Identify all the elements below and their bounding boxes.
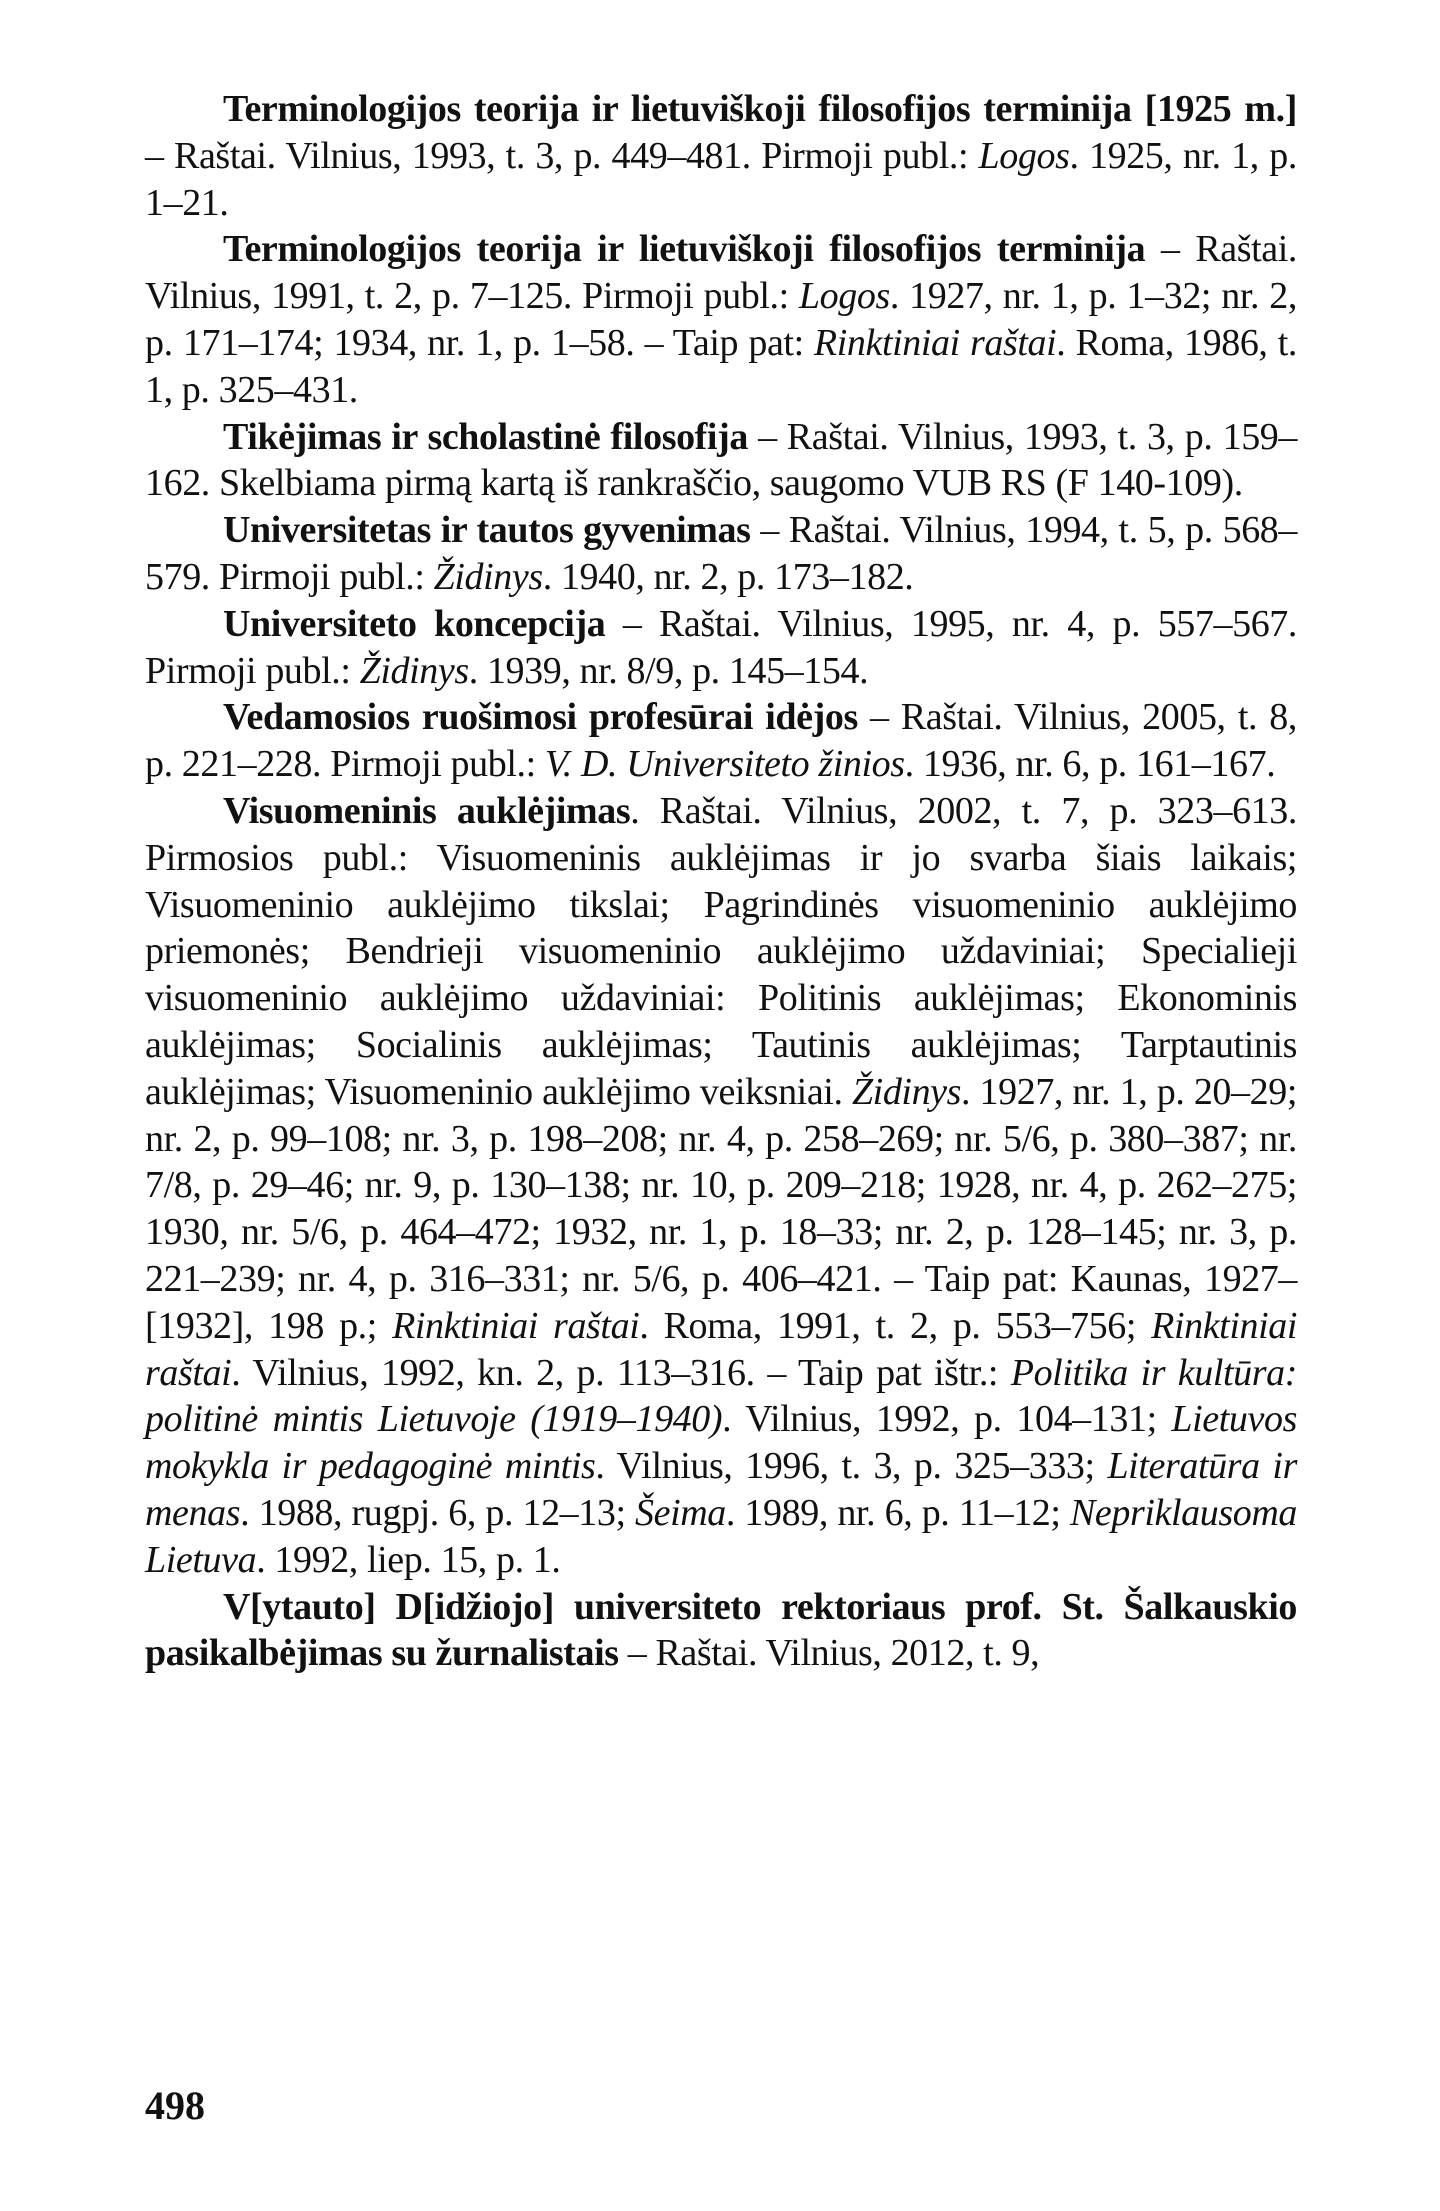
publication-title: Literatūra ir menas [145, 1445, 1297, 1534]
bibliography-entry [145, 1584, 1297, 1678]
entry-title: Terminologijos teorija ir lietuviškoji filosofijos terminija [223, 228, 1146, 271]
citation-text: . 1927, nr. 1, p. 20–29; nr. 2, p. 99–108; nr. 3, p. 198–208; nr. 4, p. 258–269; nr. 5/6, p. 380–387; nr. 7/8, p. 29–46; nr. 9, p. 130–138; nr. 10, p. 209–218; 1928, nr. 4, p. 262–275; 1930, nr. 5/6, p. 464–472; 1932, nr. 1, p. 18–33; nr. 2, p. 128–145; nr. 3, p. 221–239; nr. 4, p. 316–331; nr. 5/6, p. 406–421. – Taip pat: Kaunas, 1927–[1932], 198 p.; [145, 1070, 1297, 1347]
citation-text: – Raštai. Vilnius, 1995, nr. 4, p. 557–567. Pirmoji publ.: [145, 602, 1297, 692]
publication-title: Šeima [635, 1491, 726, 1534]
bibliography-entry [145, 601, 1297, 695]
publication-title: Židinys [851, 1070, 962, 1113]
entry-title: Tikėjimas ir scholastinė filosofija [223, 415, 748, 458]
citation-text: . Vilnius, 1992, kn. 2, p. 113–316. – Taip pat ištr.: [231, 1351, 1011, 1394]
bibliography-entry [145, 507, 1297, 601]
citation-text: . 1925, nr. 1, p. 1–21. [145, 134, 1297, 224]
publication-title: Rinktiniai raštai [392, 1304, 640, 1347]
publication-title: Nepriklausoma Lietuva [145, 1491, 1297, 1581]
publication-title: Rinktiniai raštai [813, 321, 1057, 364]
citation-text: . Roma, 1991, t. 2, p. 553–756; [639, 1304, 1152, 1347]
entry-title: V[ytauto] D[idžiojo] universiteto rektoriaus prof. St. Šalkauskio pasikalbėjimas su žurnalistais [145, 1585, 1297, 1675]
citation-text: . 1927, nr. 1, p. 1–32; nr. 2, p. 171–174; 1934, nr. 1, p. 1–58. – Taip pat: [145, 275, 1297, 364]
publication-title: V. D. Universiteto žinios [544, 743, 905, 786]
entry-title: Terminologijos teorija ir lietuviškoji filosofijos terminija [1925 m.] [223, 88, 1297, 130]
citation-text: . Raštai. Vilnius, 2002, t. 7, p. 323–613. Pirmosios publ.: Visuomeninis auklėjimas ir jo svarba šiais laikais; Visuomeninio auklėjimo tikslai; Pagrindinės visuomeninio auklėjimo priemonės; Bendrieji visuomeninio auklėjimo uždaviniai; Specialieji visuomeninio auklėjimo uždaviniai: Politinis auklėjimas; Ekonominis auklėjimas; Socialinis auklėjimas; Tautinis auklėjimas; Tarptautinis auklėjimas; Visuomeninio auklėjimo veiksniai. [145, 789, 1297, 1113]
bibliography-entry [145, 226, 1297, 413]
citation-text: – Raštai. Vilnius, 1993, t. 3, p. 449–481. Pirmoji publ.: [145, 134, 979, 177]
citation-text: – Raštai. Vilnius, 1994, t. 5, p. 568–579. Pirmoji publ.: [145, 509, 1298, 598]
entry-title: Universiteto koncepcija [223, 602, 606, 645]
bibliography-entry [145, 86, 1297, 226]
entry-title: Universitetas ir tautos gyvenimas [223, 509, 751, 552]
citation-text: . 1936, nr. 6, p. 161–167. [904, 743, 1276, 786]
citation-text: . 1940, nr. 2, p. 173–182. [542, 555, 914, 598]
page-number: 498 [145, 2083, 205, 2128]
bibliography-entry [145, 414, 1297, 508]
bibliography-page [145, 86, 1297, 1677]
citation-text: – Raštai. Vilnius, 2005, t. 8, p. 221–228. Pirmoji publ.: [145, 696, 1297, 786]
entry-title: Visuomeninis auklėjimas [223, 789, 631, 832]
entry-details [145, 790, 1297, 1581]
bibliography-entry [145, 788, 1297, 1584]
citation-text: . Roma, 1986, t. 1, p. 325–431. [145, 321, 1297, 411]
publication-title: Politika ir kultūra: politinė mintis Lietuvoje (1919–1940) [145, 1351, 1297, 1441]
publication-title: Rinktiniai raštai [145, 1304, 1298, 1394]
bibliography-entry [145, 694, 1297, 788]
citation-text: . 1992, liep. 15, p. 1. [256, 1538, 561, 1581]
citation-text: . Vilnius, 1992, p. 104–131; [722, 1398, 1172, 1441]
citation-text: – Raštai. Vilnius, 1991, t. 2, p. 7–125. Pirmoji publ.: [145, 228, 1298, 318]
entry-details [619, 1632, 1040, 1674]
citation-text: . 1989, nr. 6, p. 11–12; [725, 1491, 1070, 1534]
entry-title: Vedamosios ruošimosi profesūrai idėjos [223, 696, 858, 739]
entry-details [145, 135, 1297, 224]
citation-text: . 1988, rugpj. 6, p. 12–13; [240, 1491, 636, 1534]
citation-text: – Raštai. Vilnius, 2012, t. 9, [618, 1632, 1040, 1675]
citation-text: . 1939, nr. 8/9, p. 145–154. [468, 649, 869, 692]
citation-text: . Vilnius, 1996, t. 3, p. 325–333; [595, 1445, 1108, 1488]
publication-title: Židinys [359, 649, 469, 692]
publication-title: Logos [978, 134, 1070, 177]
publication-title: Logos [798, 275, 890, 318]
publication-title: Lietuvos mokykla ir pedagoginė mintis [145, 1398, 1297, 1488]
citation-text: – Raštai. Vilnius, 1993, t. 3, p. 159–162. Skelbiama pirmą kartą iš rankraščio, saugomo VUB RS (F 140-109). [145, 415, 1297, 505]
publication-title: Židinys [433, 555, 543, 598]
